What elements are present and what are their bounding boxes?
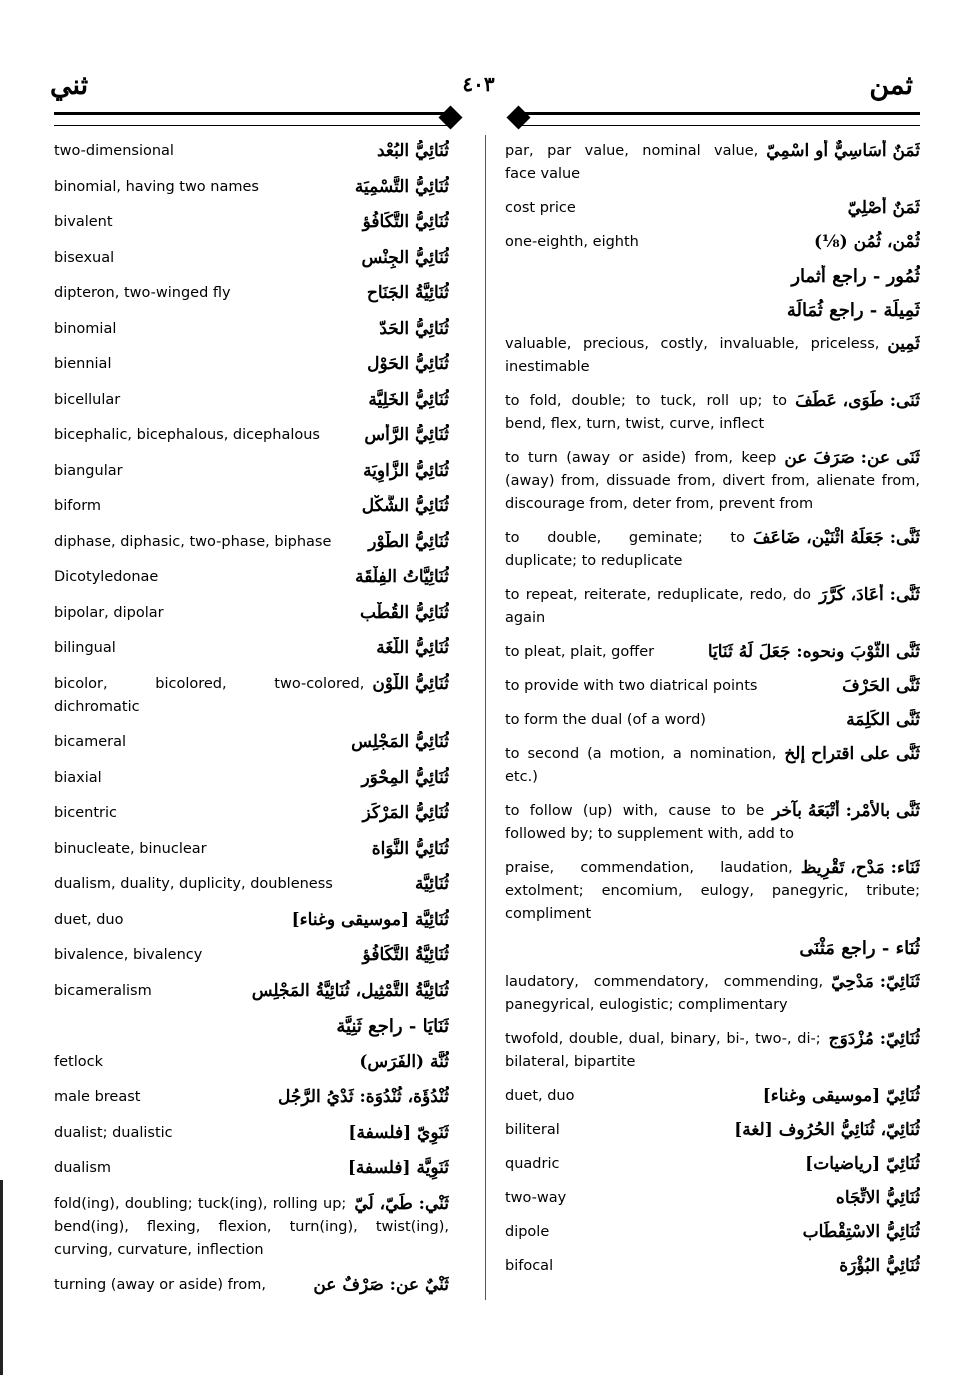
dictionary-entry	[505, 937, 920, 960]
arabic-headword: ثُنَائِيُّ اللُّغَة	[376, 638, 449, 658]
arabic-headword: ثَنَّى: أَعَادَ، كَرَّرَ	[819, 585, 920, 605]
english-definition: laudatory, commendatory, commending, panegyrical, eulogistic; complimentary	[505, 974, 824, 1013]
arabic-headword: ثُنَائِيّ: مُزْدَوَج	[828, 1029, 920, 1049]
arabic-headword: ثُنَائِيُّ الاتِّجَاه	[835, 1188, 920, 1208]
arabic-headword: ثُنَائِيُّ الاسْتِقْطَاب	[802, 1222, 920, 1242]
arabic-headword: ثُنَّة (الفَرَس)	[359, 1051, 449, 1072]
dictionary-entry	[505, 1028, 920, 1074]
arabic-headword: ثُنَائِيَّة [موسيقى وغناء]	[291, 909, 449, 930]
dictionary-entry	[54, 1193, 449, 1262]
english-definition: bilingual	[54, 640, 116, 656]
arabic-headword: ثُنَائِيُّ المِحْوَر	[361, 767, 449, 788]
dictionary-entry	[54, 140, 449, 163]
arabic-headword: ثُنَائِيُّ الخَلِيَّة	[368, 389, 449, 410]
english-definition: to repeat, reiterate, reduplicate, redo, do again	[505, 587, 812, 626]
arabic-headword: ثُنَائِيُّ اللَّوْن	[372, 673, 449, 694]
arabic-headword: ثُنَاء - راجع مَثْنَى	[799, 938, 920, 959]
english-definition: two-way	[505, 1190, 567, 1206]
arabic-headword: ثَنَّى الكَلِمَة	[846, 710, 920, 730]
arabic-headword: ثَنَى عن: صَرَفَ عن	[784, 448, 920, 468]
dictionary-entry	[505, 584, 920, 630]
english-definition: bicolor, bicolored, two-colored, dichromatic	[54, 675, 365, 715]
page-number: ٤٠٣	[462, 72, 495, 96]
dictionary-entry	[505, 447, 920, 516]
arabic-headword: ثَمِين	[887, 334, 920, 354]
column-divider	[485, 135, 486, 1300]
english-definition: dualist; dualistic	[54, 1124, 173, 1141]
english-definition: to follow (up) with, cause to be followed by; to supplement with, add to	[505, 803, 795, 842]
dictionary-entry	[54, 731, 449, 754]
english-definition: to fold, double; to tuck, roll up; to bend, flex, turn, twist, curve, inflect	[505, 393, 788, 432]
arabic-headword: ثُنَائِيُّ التَّسْمِيَة	[354, 176, 449, 197]
english-definition: biform	[54, 498, 102, 514]
dictionary-entry	[54, 211, 449, 234]
arabic-headword: ثُنَائِيُّ الطَّوْر	[368, 531, 449, 552]
dictionary-entry	[54, 495, 449, 518]
arabic-headword: ثُنَائِيُّ الشَّكْل	[361, 496, 449, 516]
english-definition: to form the dual (of a word)	[505, 712, 706, 728]
arabic-headword: ثَنَائِيّ: مَدْحِيّ	[831, 972, 920, 992]
dictionary-entry	[505, 1187, 920, 1210]
dictionary-entry	[54, 1086, 449, 1109]
dictionary-entry	[505, 140, 920, 186]
arabic-headword: ثُنَائِيُّ الرَّأْس	[364, 425, 449, 445]
english-definition: bicameralism	[54, 982, 152, 999]
english-definition: dualism, duality, duplicity, doubleness	[54, 876, 333, 892]
header-rule-right	[516, 112, 920, 126]
dictionary-entry	[54, 1157, 449, 1180]
dictionary-entry	[505, 333, 920, 379]
dictionary-entry	[505, 1221, 920, 1244]
arabic-headword: ثُنَائِيُّ الزَّاوِيَة	[363, 460, 449, 481]
english-definition: biennial	[54, 356, 112, 372]
dictionary-entry	[505, 857, 920, 926]
dictionary-entry	[505, 971, 920, 1017]
arabic-headword: ثَنَّى بالأَمْر: أَتْبَعَهُ بآخر	[772, 801, 920, 821]
dictionary-entry	[54, 602, 449, 625]
dictionary-entry	[54, 389, 449, 412]
arabic-headword: ثَمَنٌ أَسَاسِيٌّ أو اسْمِيّ	[766, 141, 920, 161]
dictionary-entry	[505, 709, 920, 732]
arabic-headword: ثُنْدُؤَة، ثُنْدُوَة: ثَدْيُ الرَّجُل	[278, 1087, 449, 1107]
dictionary-entry	[54, 802, 449, 825]
arabic-headword: ثَمِيلَة - راجع ثُمَالَة	[786, 300, 920, 321]
arabic-headword: ثُنَائِيُّ المَرْكَز	[362, 803, 449, 823]
english-definition: bicephalic, bicephalous, dicephalous	[54, 427, 320, 443]
dictionary-entry	[54, 1015, 449, 1038]
dictionary-entry	[54, 247, 449, 270]
dictionary-entry	[54, 873, 449, 896]
english-definition: binucleate, binuclear	[54, 840, 207, 857]
english-definition: duet, duo	[54, 911, 124, 928]
dictionary-entry	[54, 944, 449, 967]
arabic-headword: ثُنَائِيُّ الجِنْس	[361, 247, 449, 268]
arabic-headword: ثَنَوِيّ [فلسفة]	[348, 1122, 449, 1143]
dictionary-entry	[505, 231, 920, 254]
arabic-headword: ثُنَائِيُّ التَّكَافُؤ	[362, 212, 449, 232]
dictionary-entry	[54, 980, 449, 1003]
header-guide-word-left: ثني	[50, 70, 89, 101]
dictionary-entry	[54, 460, 449, 483]
arabic-headword: ثَنَّى الثَّوْبَ ونحوه: جَعَلَ لَهُ ثَنَايَا	[707, 642, 920, 662]
dictionary-entry	[54, 566, 449, 589]
english-definition: to second (a motion, a nomination, etc.)	[505, 746, 777, 785]
english-definition: bifocal	[505, 1258, 554, 1274]
dictionary-entry	[54, 424, 449, 447]
arabic-headword: ثُنَائِيَّة	[414, 874, 449, 894]
english-definition: par, par value, nominal value, face value	[505, 143, 759, 182]
english-definition: dualism	[54, 1160, 112, 1176]
arabic-headword: ثُنَائِيَّةُ التَّمْثِيل، ثُنَائِيَّةُ المَجْلِس	[251, 980, 449, 1001]
english-definition: praise, commendation, laudation, extolment; encomium, eulogy, panegyric, tribute; compliment	[505, 860, 920, 922]
english-definition: fetlock	[54, 1053, 103, 1070]
english-definition: bicentric	[54, 805, 117, 821]
dictionary-entry	[54, 353, 449, 376]
arabic-headword: ثُنَائِيّ، ثُنَائِيُّ الحُرُوف [لغة]	[734, 1120, 920, 1140]
english-definition: dipteron, two-winged fly	[54, 285, 231, 301]
arabic-headword: ثَمَنٌ أَصْلِيّ	[847, 198, 920, 218]
english-definition: to provide with two diatrical points	[505, 678, 758, 694]
arabic-headword: ثُنَائِيُّ البُؤْرَة	[839, 1256, 920, 1276]
english-definition: valuable, precious, costly, invaluable, priceless, inestimable	[505, 336, 880, 375]
arabic-headword: ثَنَّى: جَعَلَهُ اثْنَيْن، ضَاعَفَ	[752, 528, 920, 548]
english-definition: bisexual	[54, 249, 115, 266]
english-definition: bipolar, dipolar	[54, 604, 164, 621]
english-definition: one-eighth, eighth	[505, 234, 639, 250]
arabic-headword: ثُنَائِيّ [موسيقى وغناء]	[762, 1086, 920, 1106]
arabic-headword: ثُنَائِيّ [رياضيات]	[805, 1154, 920, 1174]
english-definition: bivalence, bivalency	[54, 947, 203, 963]
header-rule-left	[54, 112, 449, 126]
arabic-headword: ثُنَائِيُّ المَجْلِس	[351, 732, 449, 752]
dictionary-entry	[505, 1085, 920, 1108]
english-definition: to double, geminate; to duplicate; to reduplicate	[505, 530, 745, 569]
dictionary-entry	[54, 318, 449, 341]
dictionary-entry	[505, 265, 920, 288]
arabic-headword: ثَنَاء: مَدْح، تَقْرِيظ	[800, 858, 920, 878]
english-definition: twofold, double, dual, binary, bi-, two-, di-; bilateral, bipartite	[505, 1031, 821, 1070]
dictionary-entry	[54, 1051, 449, 1074]
english-definition: binomial, having two names	[54, 178, 259, 195]
dictionary-entry	[54, 909, 449, 932]
dictionary-entry	[505, 1153, 920, 1176]
dictionary-entry	[54, 838, 449, 861]
dictionary-entry	[505, 299, 920, 322]
arabic-headword: ثَنَى: طَوَى، عَطَفَ	[795, 391, 920, 411]
dictionary-entry	[54, 176, 449, 199]
dictionary-entry	[505, 1255, 920, 1278]
dictionary-entry	[54, 282, 449, 305]
english-definition: biangular	[54, 462, 123, 479]
dictionary-entry	[54, 531, 449, 554]
dictionary-entry	[505, 390, 920, 436]
header-guide-word-right: ثمن	[869, 70, 913, 101]
english-definition: two-dimensional	[54, 143, 174, 159]
dictionary-entry	[505, 800, 920, 846]
english-definition: male breast	[54, 1089, 141, 1105]
english-definition: cost price	[505, 200, 576, 216]
english-definition: to turn (away or aside) from, keep (away) from, dissuade from, divert from, alienate from, discourage from, deter from, prevent from	[505, 450, 920, 512]
dictionary-entry	[505, 197, 920, 220]
dictionary-entry	[54, 637, 449, 660]
arabic-headword: ثَنَايَا - راجع ثَنِيَّة	[336, 1016, 449, 1037]
dictionary-entry	[54, 673, 449, 719]
arabic-headword: ثُنَائِيُّ الحَوْل	[367, 354, 449, 374]
english-definition: bicameral	[54, 734, 127, 750]
dictionary-entry	[505, 675, 920, 698]
arabic-headword: ثَنْي: طَيّ، لَيّ	[354, 1193, 449, 1214]
dictionary-entry	[505, 527, 920, 573]
english-definition: quadric	[505, 1156, 560, 1172]
dictionary-entry	[54, 1122, 449, 1145]
arabic-headword: ثَنَّى على اقتراح إلخ	[784, 744, 920, 764]
arabic-headword: ثَنَّى الحَرْفَ	[842, 676, 920, 696]
arabic-headword: ثُنَائِيَّةُ الجَنَاح	[366, 283, 449, 303]
dictionary-entry	[505, 1119, 920, 1142]
arabic-headword: ثَنْيٌ عن: صَرْفٌ عن	[313, 1275, 449, 1295]
english-definition: bicellular	[54, 391, 121, 408]
arabic-headword: ثَنَوِيَّة [فلسفة]	[347, 1158, 449, 1178]
left-column	[54, 140, 449, 1310]
english-definition: fold(ing), doubling; tuck(ing), rolling up; bend(ing), flexing, flexion, turn(ing), twist(ing), curving, curvature, inflection	[54, 1195, 449, 1258]
right-column	[505, 140, 920, 1289]
dictionary-entry	[505, 743, 920, 789]
arabic-headword: ثُنَائِيُّ البُعْد	[376, 141, 449, 161]
english-definition: dipole	[505, 1224, 550, 1240]
english-definition: diphase, diphasic, two-phase, biphase	[54, 533, 332, 550]
arabic-headword: ثُنَائِيُّ القُطْب	[359, 602, 449, 623]
english-definition: duet, duo	[505, 1088, 575, 1104]
arabic-headword: ثُمُور - راجع أثمار	[791, 266, 920, 287]
dictionary-entry	[505, 641, 920, 664]
binding-edge	[0, 1180, 3, 1375]
arabic-headword: ثُمْن، ثُمُن (⅛)	[813, 232, 920, 252]
arabic-headword: ثُنَائِيَّةُ التَّكَافُؤ	[362, 945, 449, 965]
english-definition: turning (away or aside) from,	[54, 1277, 266, 1293]
english-definition: Dicotyledonae	[54, 569, 159, 585]
dictionary-entry	[54, 767, 449, 790]
english-definition: to pleat, plait, goffer	[505, 644, 655, 660]
arabic-headword: ثُنَائِيُّ النَّوَاة	[371, 838, 449, 859]
arabic-headword: ثُنَائِيَّاتُ الفِلْقَة	[355, 567, 449, 587]
english-definition: biliteral	[505, 1122, 560, 1138]
english-definition: biaxial	[54, 769, 102, 786]
english-definition: binomial	[54, 320, 117, 337]
english-definition: bivalent	[54, 214, 113, 230]
arabic-headword: ثُنَائِيُّ الحَدّ	[379, 318, 449, 339]
dictionary-entry	[54, 1274, 449, 1297]
